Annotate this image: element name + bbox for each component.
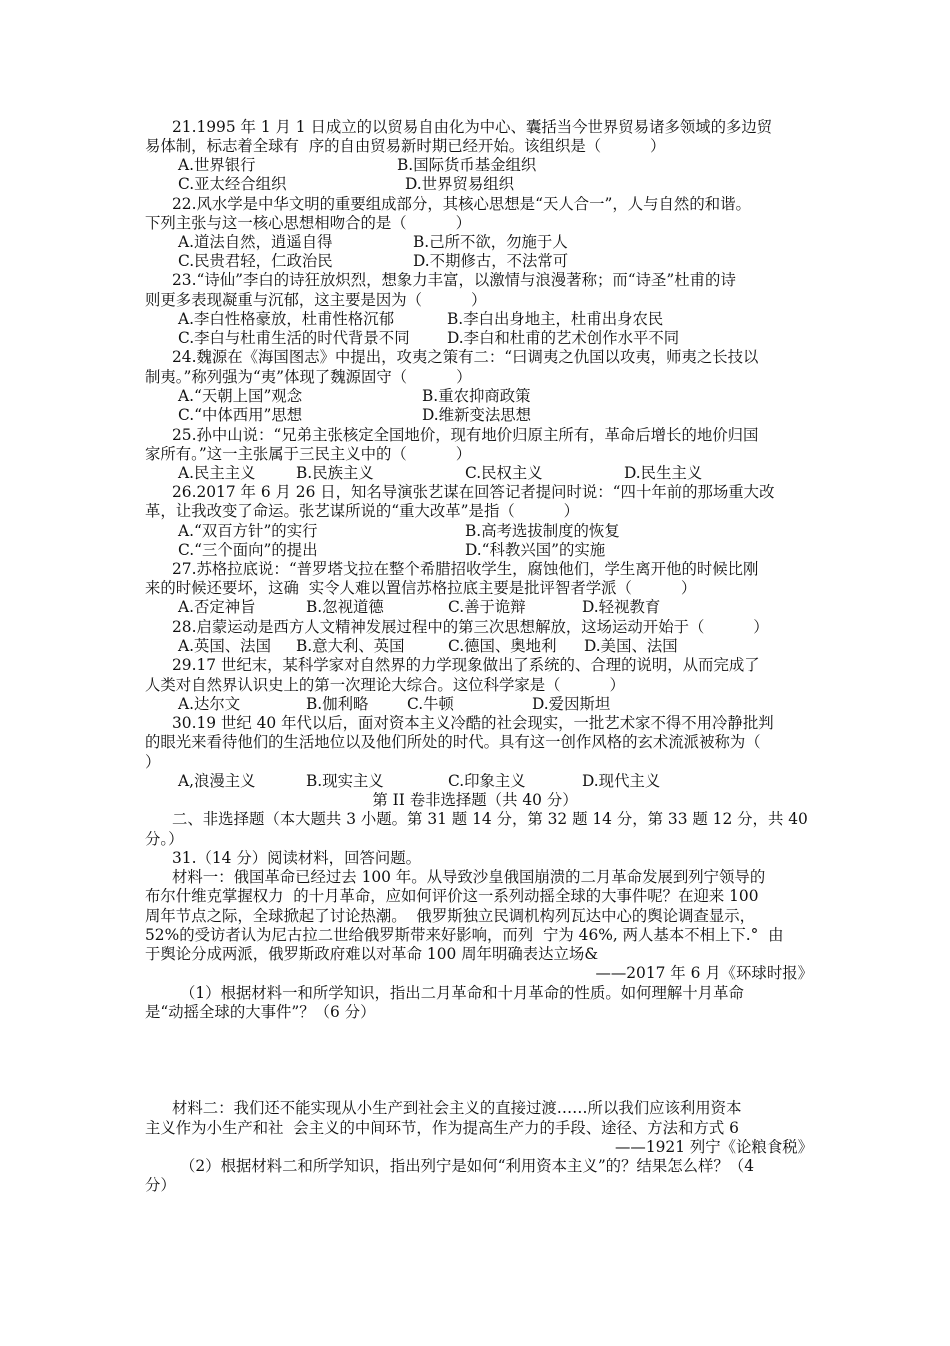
q29-stem-line2: 人类对自然界认识史上的第一次理论大综合。这位科学家是（ ） [145,676,625,694]
q27-option-c: C.善于诡辩 [448,598,526,616]
q31-material1-line4: 52%的受访者认为尼古拉二世给俄罗斯带来好影响，而列 宁为 46%, 两人基本不相上下.° 由 [145,926,784,944]
q21-option-c: C.亚太经合组织 [178,175,287,193]
q29-option-b: B.伽利略 [306,695,369,713]
q24-option-d: D.维新变法思想 [422,406,532,424]
q27-option-a: A.否定神旨 [178,598,256,616]
q29-stem-line1: 29.17 世纪末，某科学家对自然界的力学现象做出了系统的、合理的说明，从而完成了 [172,656,760,674]
q22-option-c: C.民贵君轻，仁政治民 [178,252,333,270]
part2-title: 第 II 卷非选择题（共 40 分） [372,791,578,809]
q23-stem-line1: 23.“诗仙”李白的诗狂放炽烈，想象力丰富，以激情与浪漫著称；而“诗圣”杜甫的诗 [172,271,736,289]
q25-stem-line1: 25.孙中山说：“兄弟主张核定全国地价，现有地价归原主所有，革命后增长的地价归国 [172,426,759,444]
q31-material1-line1: 材料一：俄国革命已经过去 100 年。从导致沙皇俄国崩溃的二月革命发展到列宁领导的 [172,868,766,886]
q27-stem-line1: 27.苏格拉底说：“普罗塔戈拉在整个希腊招收学生，腐蚀他们，学生离开他的时候比刚 [172,560,759,578]
q28-option-b: B.意大利、英国 [296,637,405,655]
q23-option-c: C.李白与杜甫生活的时代背景不同 [178,329,410,347]
q31-material1-line5: 于舆论分成两派，俄罗斯政府难以对革命 100 周年明确表达立场& [145,945,599,963]
q26-option-a: A.“双百方针”的实行 [178,522,318,540]
q28-option-d: D.美国、法国 [584,637,678,655]
q22-stem-line2: 下列主张与这一核心思想相吻合的是（ ） [145,214,471,232]
q22-option-a: A.道法自然，逍遥自得 [178,233,333,251]
q24-stem-line1: 24.魏源在《海国图志》中提出，攻夷之策有二：“曰调夷之仇国以攻夷，师夷之长技以 [172,348,759,366]
q30-stem-line1: 30.19 世纪 40 年代以后，面对资本主义冷酷的社会现实，一批艺术家不得不用冷静批判 [172,714,774,732]
q31-subquestion2-line1: （2）根据材料二和所学知识，指出列宁是如何“利用资本主义”的？结果怎么样？（4 [180,1157,754,1175]
q21-option-b: B.国际货币基金组织 [397,156,537,174]
q23-option-a: A.李白性格豪放，杜甫性格沉郁 [178,310,395,328]
q25-option-d: D.民生主义 [624,464,703,482]
q31-intro: 31.（14 分）阅读材料，回答问题。 [172,849,422,867]
q27-option-d: D.轻视教育 [582,598,661,616]
q24-option-c: C.“中体西用”思想 [178,406,303,424]
q29-option-c: C.牛顿 [407,695,454,713]
q30-option-c: C.印象主义 [448,772,526,790]
q23-option-b: B.李白出身地主，杜甫出身农民 [447,310,664,328]
q31-material1-line3: 周年节点之际，全球掀起了讨论热潮。 俄罗斯独立民调机构列瓦达中心的舆论调查显示， [145,907,756,925]
q30-option-d: D.现代主义 [582,772,661,790]
q28-option-a: A.英国、法国 [178,637,271,655]
q31-material2-line2: 主义作为小生产和社 会主义的中间环节，作为提高生产力的手段、途径、方法和方式 6 [145,1119,739,1137]
q30-option-b: B.现实主义 [306,772,384,790]
q25-stem-line2: 家所有。”这一主张属于三民主义中的（ ） [145,445,472,463]
q31-material1-line2: 布尔什维克掌握权力 的十月革命，应如何评价这一系列动摇全球的大事件呢？在迎来 100 [145,887,759,905]
q25-option-a: A.民主主义 [178,464,256,482]
q23-stem-line2: 则更多表现凝重与沉郁，这主要是因为（ ） [145,291,487,309]
q26-option-c: C.“三个面向”的提出 [178,541,318,559]
q21-option-d: D.世界贸易组织 [405,175,515,193]
q26-stem-line2: 革，让我改变了命运。张艺谋所说的“重大改革”是指（ ） [145,502,580,520]
q21-option-a: A.世界银行 [178,156,256,174]
q31-material1-source: ——2017 年 6 月《环球时报》 [595,964,813,982]
q31-subquestion1-line2: 是“动摇全球的大事件”？（6 分） [145,1003,376,1021]
part2-heading-line2: 分。） [145,830,184,848]
q31-subquestion2-line2: 分） [145,1176,176,1194]
q24-stem-line2: 制夷。”称列强为“夷”体现了魏源固守（ ） [145,368,472,386]
q21-stem-line1: 21.1995 年 1 月 1 日成立的以贸易自由化为中心、囊括当今世界贸易诸多领域的多边贸 [172,118,773,136]
q30-stem-line2: 的眼光来看待他们的生活地位以及他们所处的时代。具有这一创作风格的玄术流派被称为（ [145,733,761,751]
q29-option-d: D.爱因斯坦 [532,695,611,713]
q23-option-d: D.李白和杜甫的艺术创作水平不同 [447,329,680,347]
q22-stem-line1: 22.风水学是中华文明的重要组成部分，其核心思想是“天人合一”，人与自然的和谐。 [172,195,751,213]
q30-stem-line3: ） [145,753,161,771]
q28-option-c: C.德国、奥地利 [448,637,557,655]
q21-stem-line2: 易体制，标志着全球有 序的自由贸易新时期已经开始。该组织是（ ） [145,137,666,155]
q24-option-a: A.“天朝上国”观念 [178,387,303,405]
part2-heading-line1: 二、非选择题（本大题共 3 小题。第 31 题 14 分，第 32 题 14 分，第 33 题 12 分，共 40 [172,810,808,828]
q22-option-b: B.己所不欲，勿施于人 [413,233,568,251]
q27-option-b: B.忽视道德 [306,598,384,616]
q31-material2-source: ——1921 列宁《论粮食税》 [615,1138,813,1156]
q26-option-d: D.“科教兴国”的实施 [465,541,606,559]
q25-option-c: C.民权主义 [465,464,543,482]
q25-option-b: B.民族主义 [296,464,374,482]
q27-stem-line2: 来的时候还要坏，这确 实令人难以置信苏格拉底主要是批评智者学派（ ） [145,579,697,597]
q28-stem-line1: 28.启蒙运动是西方人文精神发展过程中的第三次思想解放，这场运动开始于（ ） [172,618,769,636]
q26-option-b: B.高考选拔制度的恢复 [465,522,620,540]
q26-stem-line1: 26.2017 年 6 月 26 日，知名导演张艺谋在回答记者提问时说：“四十年前的那场重大改 [172,483,775,501]
q29-option-a: A.达尔文 [178,695,241,713]
q22-option-d: D.不期修古，不法常可 [413,252,569,270]
q31-subquestion1-line1: （1）根据材料一和所学知识，指出二月革命和十月革命的性质。如何理解十月革命 [180,984,744,1002]
q30-option-a: A,浪漫主义 [178,772,256,790]
q24-option-b: B.重农抑商政策 [422,387,531,405]
q31-material2-line1: 材料二：我们还不能实现从小生产到社会主义的直接过渡……所以我们应该利用资本 [172,1099,742,1117]
